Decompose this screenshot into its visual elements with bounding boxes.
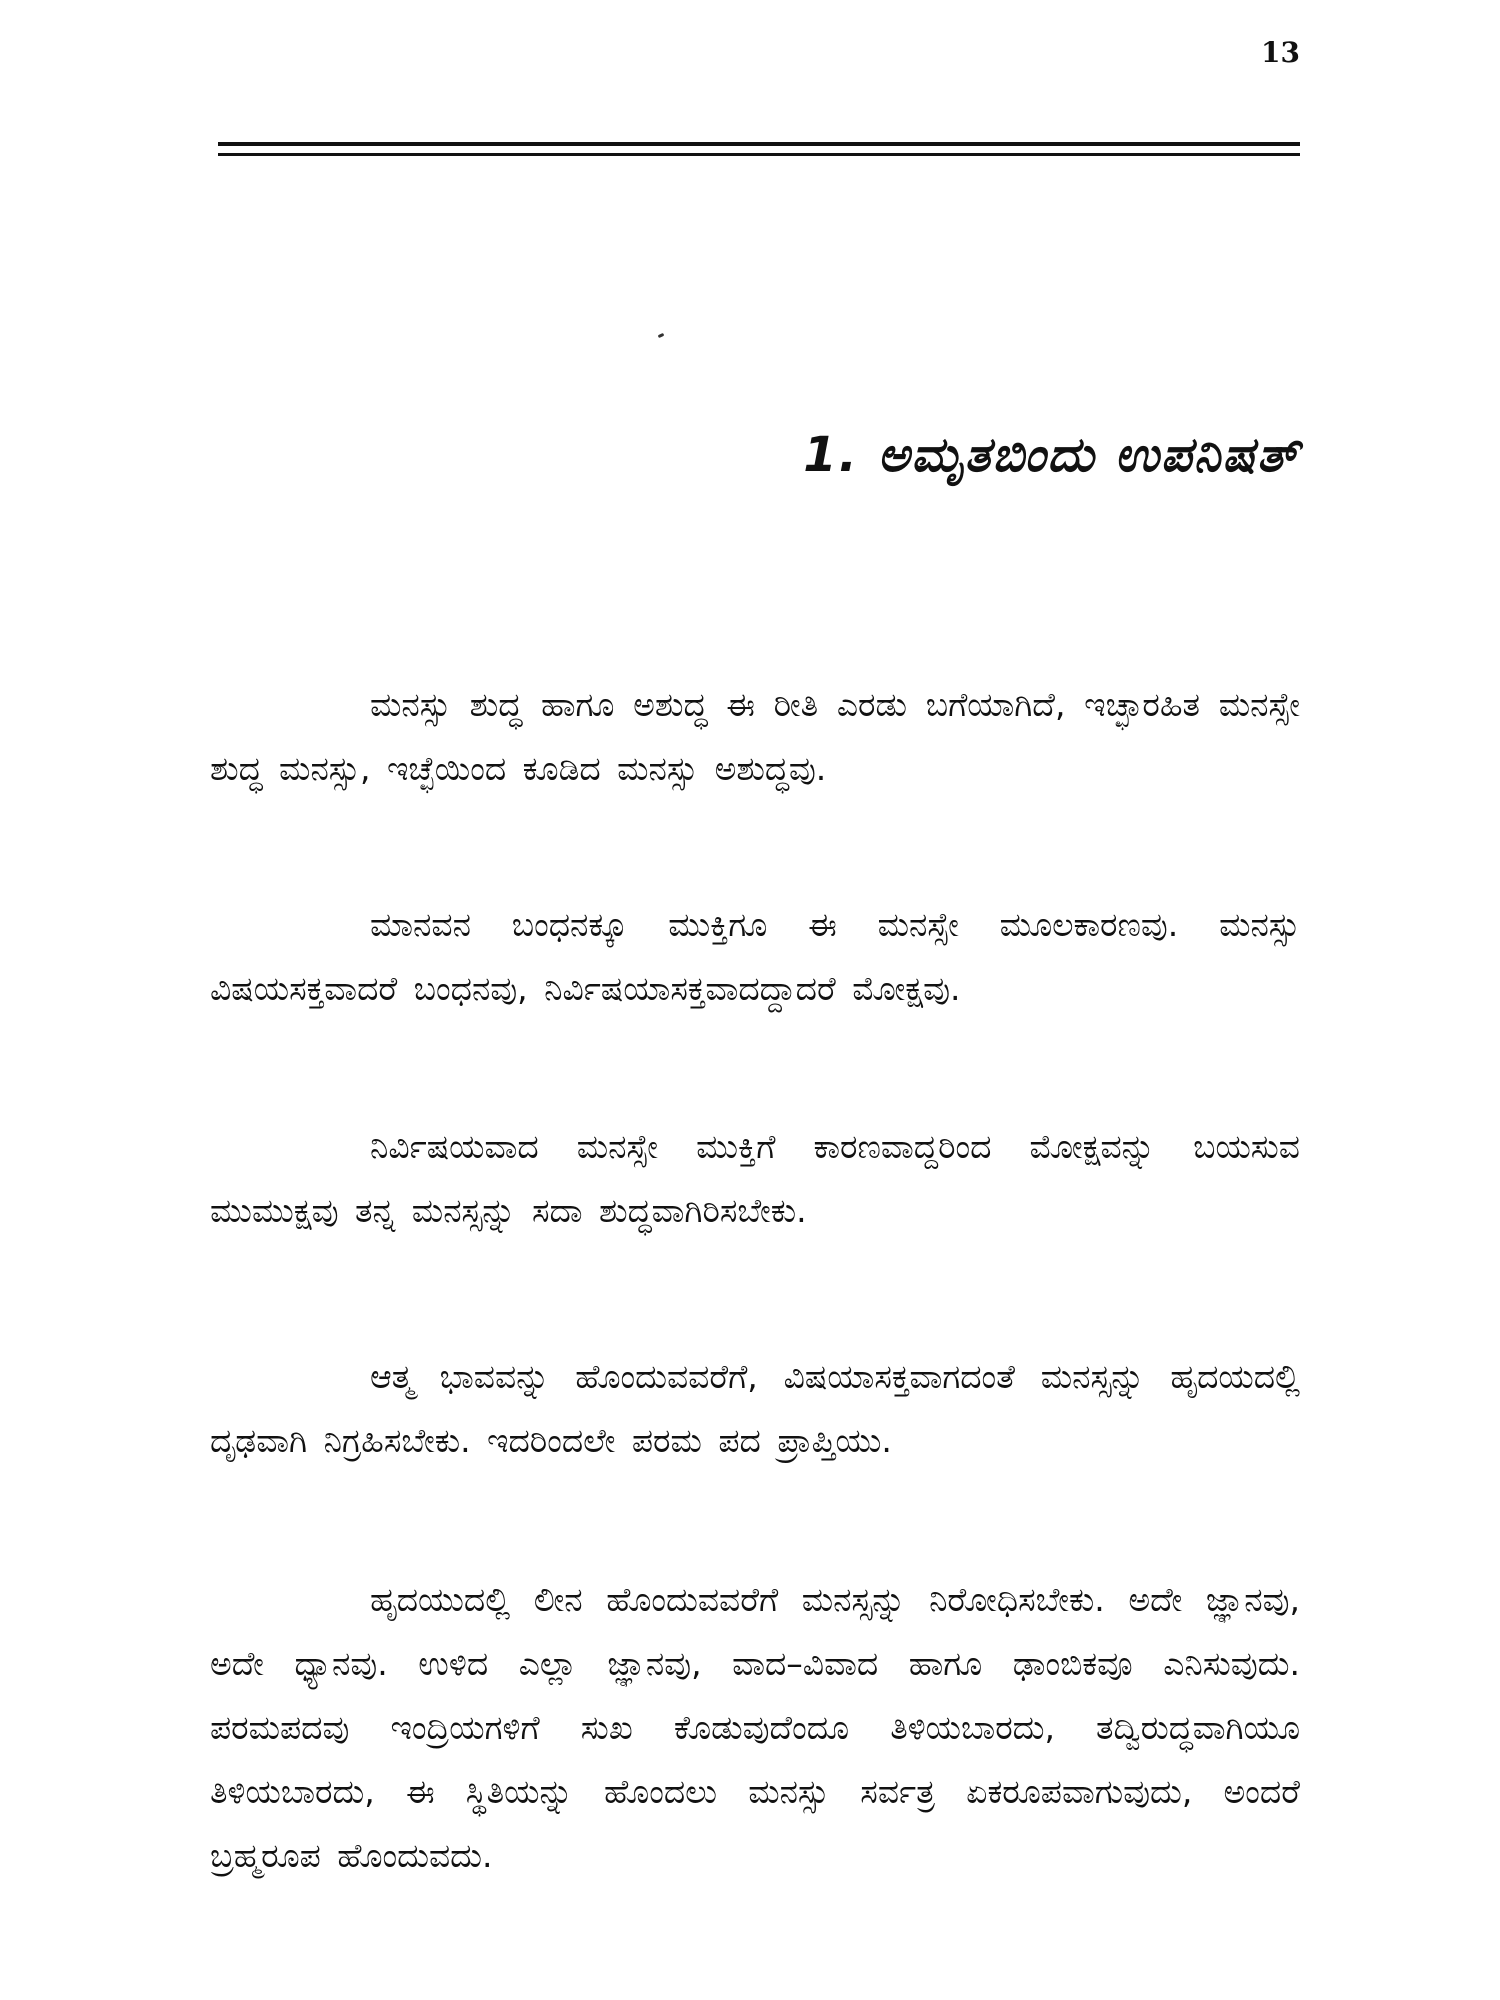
- paragraph-5: ಹೃದಯುದಲ್ಲಿ ಲೀನ ಹೊಂದುವವರೆಗೆ ಮನಸ್ಸನ್ನು ನಿರೋಧಿಸಬೇಕು. ಅದೇ ಜ್ಞಾನವು, ಅದೇ ಧ್ಯಾನವು. ಉಳಿದ ಎಲ್ಲಾ ಜ್ಞಾನವು, ವಾದ–ವಿವಾದ ಹಾಗೂ ಢಾಂಬಿಕವೂ ಎನಿಸುವುದು. ಪರಮಪದವು ಇಂದ್ರಿಯಗಳಿಗೆ ಸುಖ ಕೊಡುವುದೆಂದೂ ತಿಳಿಯಬಾರದು, ತದ್ವಿರುದ್ಧವಾಗಿಯೂ ತಿಳಿಯಬಾರದು, ಈ ಸ್ಥಿತಿಯನ್ನು ಹೊಂದಲು ಮನಸ್ಸು ಸರ್ವತ್ರ ಏಕರೂಪವಾಗುವುದು, ಅಂದರೆ ಬ್ರಹ್ಮರೂಪ ಹೊಂದುವದು.: [210, 1580, 1300, 1875]
- chapter-title: 1. ಅಮೃತಬಿಂದು ಉಪನಿಷತ್: [803, 427, 1300, 483]
- paragraph-3: ನಿರ್ವಿಷಯವಾದ ಮನಸ್ಸೇ ಮುಕ್ತಿಗೆ ಕಾರಣವಾದ್ದರಿಂದ ಮೋಕ್ಷವನ್ನು ಬಯಸುವ ಮುಮುಕ್ಷವು ತನ್ನ ಮನಸ್ಸನ್ನು ಸದಾ ಶುದ್ಧವಾಗಿರಿಸಬೇಕು.: [210, 1127, 1300, 1230]
- page-number: 13: [1261, 36, 1300, 69]
- header-rule-bottom: [218, 153, 1300, 156]
- paragraph-2: ಮಾನವನ ಬಂಧನಕ್ಕೂ ಮುಕ್ತಿಗೂ ಈ ಮನಸ್ಸೇ ಮೂಲಕಾರಣವು. ಮನಸ್ಸು ವಿಷಯಸಕ್ತವಾದರೆ ಬಂಧನವು, ನಿರ್ವಿಷಯಾಸಕ್ತವಾದದ್ದಾದರೆ ಮೋಕ್ಷವು.: [210, 905, 1300, 1008]
- paragraph-4: ಆತ್ಮ ಭಾವವನ್ನು ಹೊಂದುವವರೆಗೆ, ವಿಷಯಾಸಕ್ತವಾಗದಂತೆ ಮನಸ್ಸನ್ನು ಹೃದಯದಲ್ಲಿ ದೃಢವಾಗಿ ನಿಗ್ರಹಿಸಬೇಕು. ಇದರಿಂದಲೇ ಪರಮ ಪದ ಪ್ರಾಪ್ತಿಯು.: [210, 1357, 1300, 1460]
- header-rule-top: [218, 142, 1300, 146]
- paragraph-1: ಮನಸ್ಸು ಶುದ್ಧ ಹಾಗೂ ಅಶುದ್ಧ ಈ ರೀತಿ ಎರಡು ಬಗೆಯಾಗಿದೆ, ಇಚ್ಛಾರಹಿತ ಮನಸ್ಸೇ ಶುದ್ಧ ಮನಸ್ಸು, ಇಚ್ಛೆಯಿಂದ ಕೂಡಿದ ಮನಸ್ಸು ಅಶುದ್ಧವು.: [210, 685, 1300, 788]
- scan-speck: [658, 333, 665, 338]
